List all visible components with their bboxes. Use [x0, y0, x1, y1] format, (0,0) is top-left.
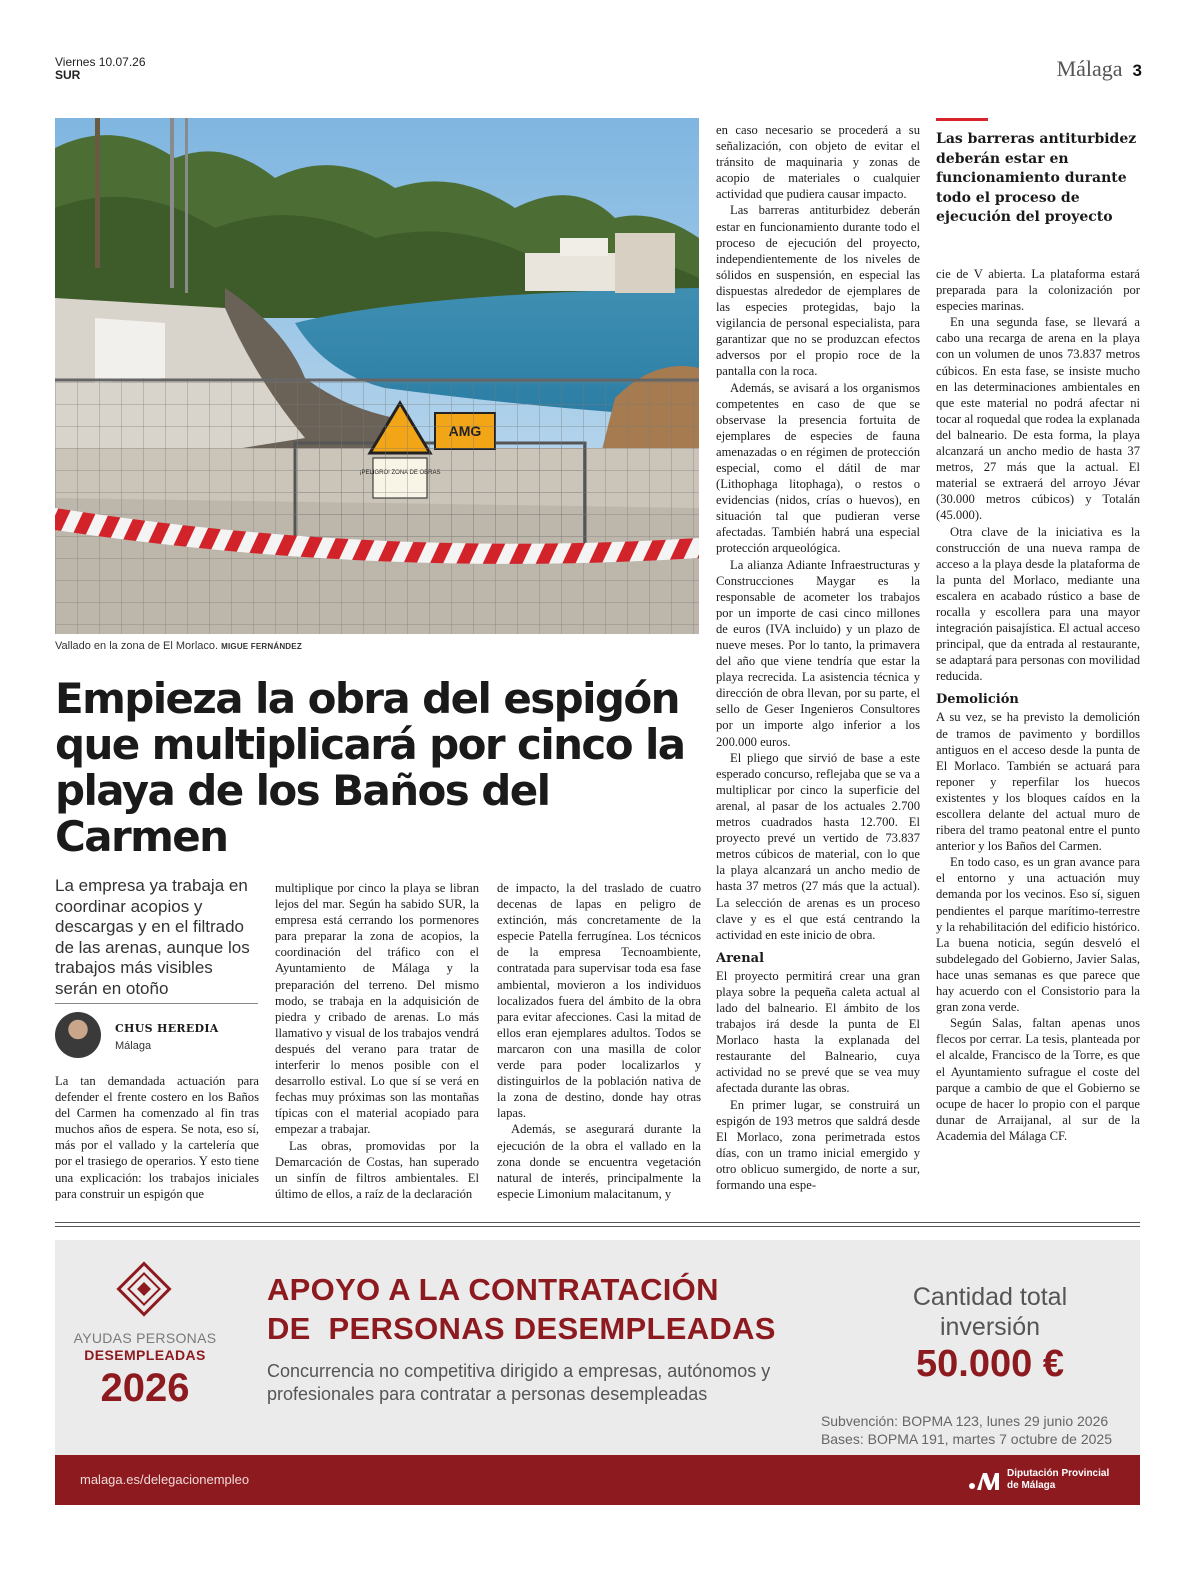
author-location: Málaga: [115, 1040, 152, 1052]
article-photo: [55, 118, 699, 634]
ad-org-line2: de Málaga: [1007, 1480, 1056, 1491]
paragraph: Las barreras antiturbidez deberán estar en funcionamiento durante todo el proceso de ejecución del proyecto, independientemente de los niveles de sólidos en suspensión, en especial las dispuestas alrededor de ejemplares de las especies protegidas, bajo la vigilancia de personal especialista, para garantizar que no se produzcan efectos adversos por el propio roce de la pantalla con la roca.: [716, 203, 920, 379]
bottom-divider: [55, 1226, 1140, 1227]
ad-legal: [821, 1412, 1112, 1448]
body-column-4: [716, 122, 920, 1205]
paragraph: Según Salas, faltan apenas unos flecos por cerrar. La tesis, planteada por el alcalde, Francisco de la Torre, es que el Ayuntamiento sufrague el coste del parque a cambio de que el Gobierno se ocupe de hacer lo propio con el parque dunar de Arraijanal, al sur de la Academia del Málaga CF.: [936, 1016, 1140, 1143]
ad-subvencion: Subvención: BOPMA 123, lunes 29 junio 2026: [820, 1413, 1109, 1429]
issue-date: Viernes 10.07.26: [55, 55, 146, 69]
pullquote: Las barreras antiturbidez deberán estar en funcionamiento durante todo el proceso de ejecución del proyecto: [936, 131, 1137, 225]
ad-footer-bar: [55, 1455, 1140, 1505]
ad-title: [267, 1270, 827, 1348]
ad-year: 2026: [100, 1366, 190, 1410]
ad-url-link[interactable]: malaga.es/delegacionempleo: [80, 1472, 250, 1487]
paragraph: A su vez, se ha previsto la demolición de tramos de pavimento y bordillos antiguos en el acceso desde la punta de El Morlaco. También se actuará para reponer y reperfilar los huecos existentes y los bloques caídos en la escollera delante del actual muro de ribera del tramo peatonal entre el punto anterior y los Baños del Carmen.: [936, 710, 1140, 854]
caption-text: Vallado en la zona de El Morlaco.: [55, 640, 219, 652]
ad-amount: 50.000 €: [916, 1343, 1064, 1385]
paragraph: Las obras, promovidas por la Demarcación de Costas, han superado un sinfín de filtros ambientales. El último de ellos, a raíz de la declaración: [275, 1138, 479, 1201]
page-header-right: [1057, 56, 1142, 82]
section-name: Málaga: [1056, 56, 1123, 81]
page-header-left: [55, 56, 146, 82]
paragraph: En primer lugar, se construirá un espigón de 193 metros que saldrá desde El Morlaco, zona perimetrada estos días, con un tramo inicial emergido y otro oblicuo sumergido, de norte a sur, formando una espe-: [716, 1097, 920, 1192]
bottom-divider: [55, 1222, 1140, 1223]
paragraph: multiplique por cinco la playa se libran lejos del mar. Según ha sabido SUR, la empresa está cerrando los pormenores para preparar la zona de acopios, la coordinación del tráfico con el Ayuntamiento de Málaga y la preparación del terreno. Del mismo modo, se trabaja en la adquisición de piedra y cribado de arenas. Lo más llamativo y visual de los trabajos vendrá después del verano para tratar de interferir lo menos posible con el desarrollo estival. Lo que sí se verá en fechas muy próximas son las montañas típicas con el material acopiado para empezar a trabajar.: [275, 881, 479, 1137]
pullquote-accent: [936, 118, 988, 121]
diputacion-logo-icon: [968, 1470, 1002, 1492]
photo-caption: [55, 640, 302, 652]
section-heading-arenal: Arenal: [716, 950, 765, 966]
paragraph: En todo caso, es un gran avance para el entorno y una actuación muy demanda por los vecinos. Eso sí, siguen pendientes el parque marítimo-terrestre y la rehabilitación del edificio histórico. La buena noticia, según desveló el subdelegado del Gobierno, Javier Salas, hace unas semanas es que parece que hay acuerdo con el Consistorio para la gran zona verde.: [936, 855, 1140, 1015]
paragraph: cie de V abierta. La plataforma estará preparada para la colonización por especies marinas.: [936, 267, 1140, 314]
ad-subtitle: Concurrencia no competitiva dirigido a empresas, autónomos y profesionales para contratar a personas desempleadas: [267, 1361, 771, 1404]
paragraph: El pliego que sirvió de base a este esperado concurso, reflejaba que se va a multiplicar por cinco la superficie del arenal, al pasar de los actuales 2.700 metros cuadrados hasta 12.700. El proyecto prevé un vertido de 73.837 metros cúbicos de material, con lo que la playa alcanzará un ancho medio de hasta 37 metros (27 más que la actual). La selección de arenas es un proceso clave y es el que está centrando la actividad en este inicio de obra.: [716, 750, 920, 942]
paragraph: La alianza Adiante Infraestructuras y Construcciones Maygar es la responsable de acometer los trabajos por un importe de casi cinco millones de euros (IVA incluido) y un plazo de nueve meses. Por lo tanto, la primavera del año que viene tendría que estar la playa recrecida. La asistencia técnica y dirección de obra llevan, por su parte, el sello de Geser Ingenieros Consultores por un importe algo inferior a los 200.000 euros.: [716, 557, 920, 749]
advertisement[interactable]: [55, 1240, 1140, 1505]
paragraph: Otra clave de la iniciativa es la construcción de una nueva rampa de acceso a la playa desde la plataforma de la punta del Morlaco, mediante una escalera en acabado rústico a base de rocalla y escollera para una mayor integración paisajística. El actual acceso principal, que da entrada al restaurante, se adaptará para personas con movilidad reducida.: [936, 524, 1140, 684]
section-heading-demolicion: Demolición: [936, 692, 1019, 708]
body-column-2: [275, 880, 479, 1205]
ad-label-line1: AYUDAS PERSONAS: [73, 1330, 217, 1346]
page-number: 3: [1132, 61, 1142, 80]
paragraph: Además, se asegurará durante la ejecución de la obra el vallado en la zona donde se encuentra vegetación natural de interés, principalmente la especie Limonium malacitanum, y: [497, 1122, 701, 1201]
author-name: CHUS HEREDIA: [115, 1022, 219, 1035]
publication-name: SUR: [55, 68, 81, 82]
body-column-5: [936, 266, 1140, 1205]
body-column-1: [55, 1073, 259, 1205]
ad-label-line2: DESEMPLEADAS: [84, 1347, 206, 1363]
ad-amount-label-line1: Cantidad total: [912, 1283, 1068, 1311]
article-headline: Empieza la obra del espigón que multiplicará por cinco la playa de los Baños del Carmen: [55, 674, 685, 861]
ayudas-logo-icon: [115, 1260, 173, 1318]
paragraph: En una segunda fase, se llevará a cabo una recarga de arena en la playa con un volumen de unos 73.837 metros cúbicos. En esta fase, se insiste mucho en las determinaciones ambientales en que este material no podrá afectar ni tocar al roquedal que rodea la explanada del balneario. De esta forma, la playa alcanzará un ancho medio de hasta 37 metros, 27 más que la actual. El material se extraerá del arroyo Jévar (30.000 metros cúbicos) y Totalán (45.000).: [936, 315, 1140, 523]
ad-title-line2: DE PERSONAS DESEMPLEADAS: [267, 1311, 776, 1346]
ad-bases: Bases: BOPMA 191, martes 7 octubre de 2025: [820, 1431, 1112, 1447]
article-subheadline: La empresa ya trabaja en coordinar acopios y descargas y en el filtrado de las arenas, aunque los trabajos más visibles serán en otoño: [55, 876, 250, 998]
ad-org-line1: Diputación Provincial: [1007, 1468, 1110, 1479]
photo-credit: MIGUE FERNÁNDEZ: [221, 642, 302, 651]
paragraph: de impacto, la del traslado de cuatro decenas de lapas en peligro de extinción, más concretamente de la especie Patella ferrugínea. Los técnicos de la empresa Tecnoambiente, contratada para supervisar toda esa fase ambiental, movieron a los individuos localizados fuera del ámbito de la obra para evitar afecciones. Casi la mitad de ellos eran ejemplares adultos. Todos se marcaron con una masilla de color verde para poder localizarlos y distinguirlos de la población nativa de la zona de destino, donde hay otras lapas.: [497, 881, 701, 1121]
paragraph: La tan demandada actuación para defender el frente costero en los Baños del Carmen ha comenzado al fin tras muchos años de espera. Se nota, eso sí, más por el vallado y la cartelería que por el trasiego de operarios. Y esto tiene una explicación: los trabajos iniciales para construir un espigón que: [55, 1074, 259, 1201]
paragraph: en caso necesario se procederá a su señalización, con objeto de evitar el tránsito de maquinaria y zonas de acopio de materiales o cualquier actividad que pudiera causar impacto.: [716, 123, 920, 202]
paragraph: Además, se avisará a los organismos competentes en caso de que se observase la presencia fortuita de ejemplares de especies de fauna amenazadas o en régimen de protección especial, como el dátil de mar (Lithophaga litophaga), o restos o evidencias (nidos, crías o huevos), en situación tal que pudieran verse afectadas. También habrá una especial protección arqueológica.: [716, 380, 920, 556]
subheadline-divider: [55, 1003, 258, 1004]
ad-title-line1: APOYO A LA CONTRATACIÓN: [267, 1272, 719, 1307]
ad-organization: [1007, 1468, 1109, 1492]
paragraph: El proyecto permitirá crear una gran playa sobre la pequeña caleta actual al lado del balneario. El ámbito de los trabajos irá desde la punta de El Morlaco hasta la explanada del restaurante del Balneario, cuya actividad no se prevé que se vea muy afectada durante las obras.: [716, 968, 920, 1096]
ad-amount-label-line2: inversión: [939, 1313, 1041, 1341]
author-avatar: [55, 1012, 101, 1058]
body-column-3: [497, 880, 701, 1205]
